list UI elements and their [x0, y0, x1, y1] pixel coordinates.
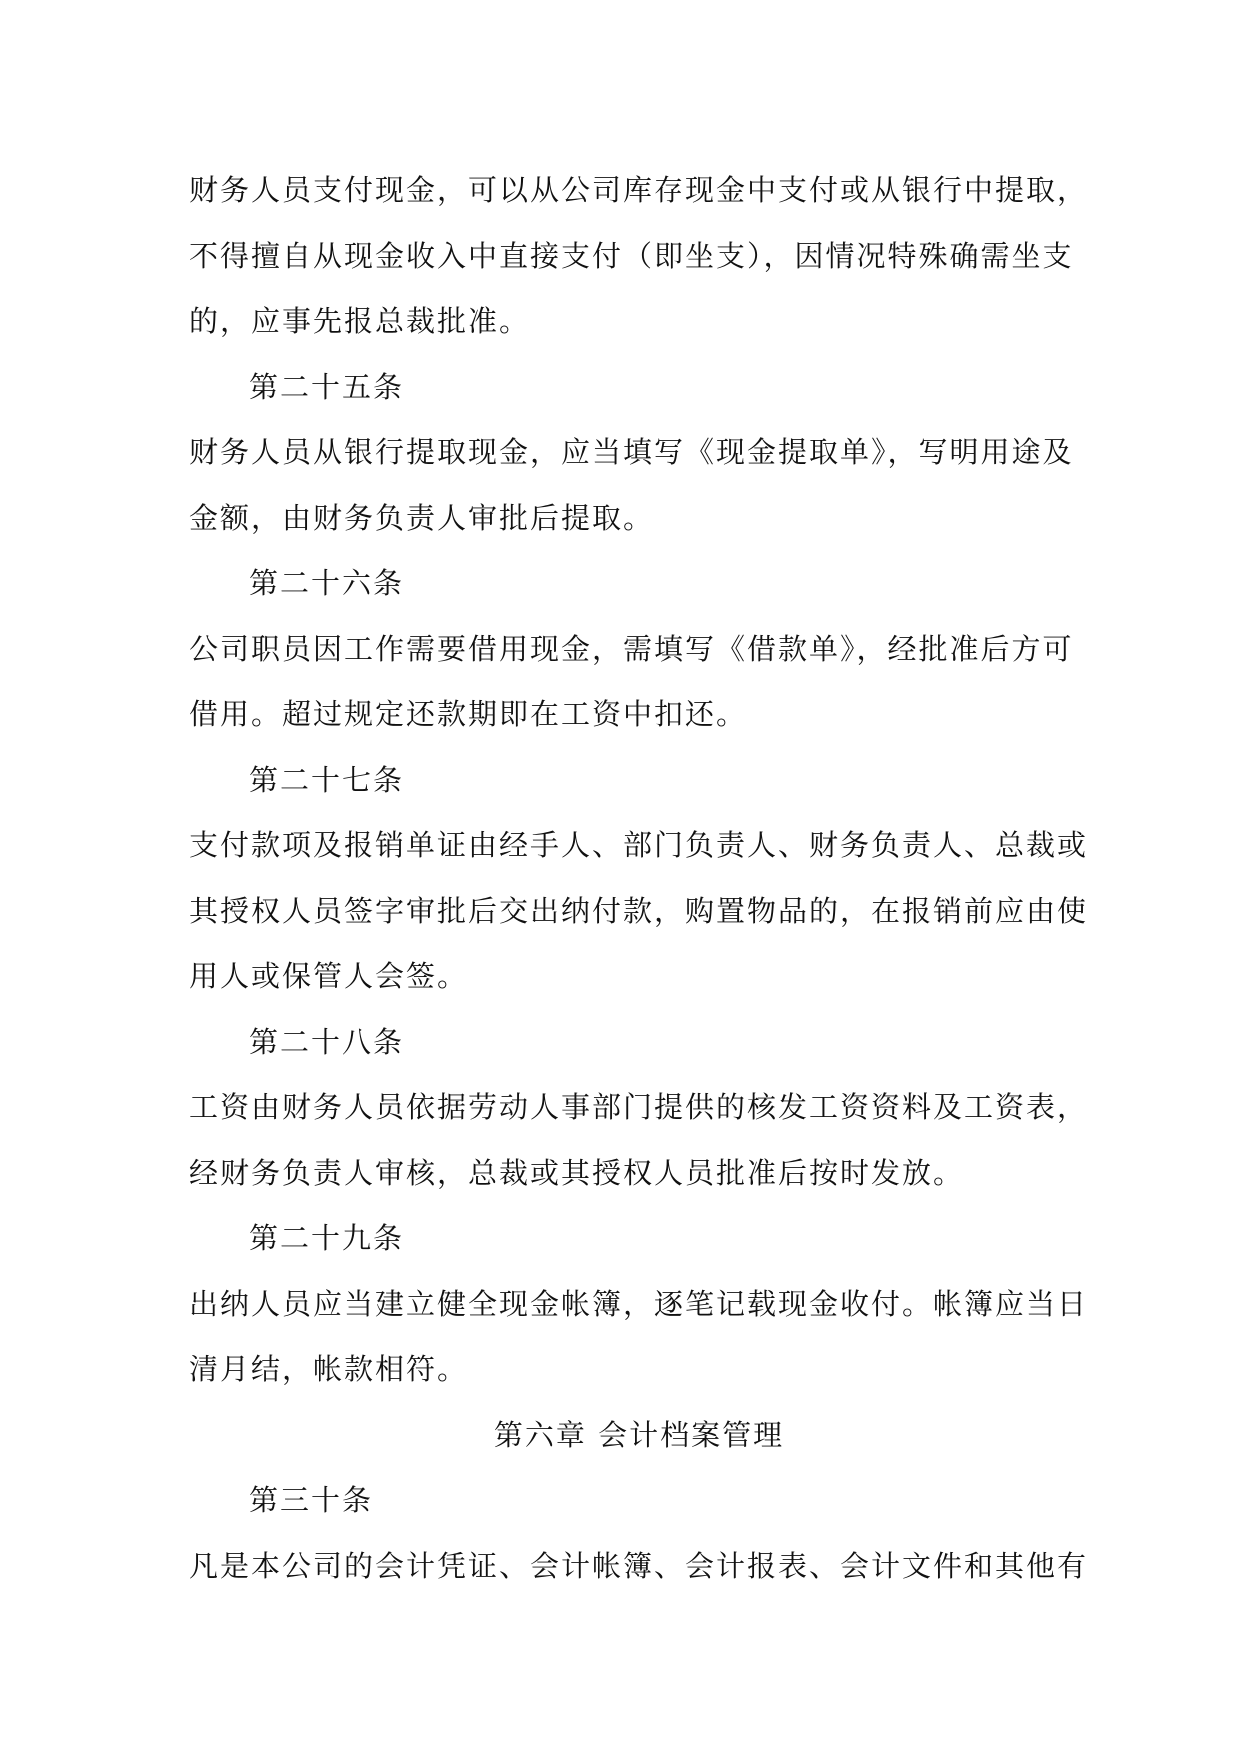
paragraph-line: 经财务负责人审核，总裁或其授权人员批准后按时发放。	[189, 1155, 965, 1190]
article-heading-30: 第三十条	[249, 1483, 374, 1517]
paragraph-line: 的，应事先报总裁批准。	[189, 304, 531, 338]
article-heading-25: 第二十五条	[249, 369, 405, 404]
article-heading-29: 第二十九条	[249, 1221, 405, 1255]
article-heading-27: 第二十七条	[249, 762, 405, 797]
document-body	[189, 158, 1089, 1599]
paragraph-line: 其授权人员签字审批后交出纳付款，购置物品的，在报销前应由使	[189, 893, 1089, 928]
paragraph-line: 不得擅自从现金收入中直接支付（即坐支），因情况特殊确需坐支	[189, 238, 1074, 273]
paragraph-line: 公司职员因工作需要借用现金，需填写《借款单》，经批准后方可	[189, 631, 1074, 666]
paragraph-line: 凡是本公司的会计凭证、会计帐簿、会计报表、会计文件和其他有	[189, 1548, 1089, 1583]
paragraph-line: 出纳人员应当建立健全现金帐簿，逐笔记载现金收付。帐簿应当日	[189, 1286, 1089, 1321]
chapter-heading: 第六章 会计档案管理	[493, 1417, 785, 1452]
article-heading-26: 第二十六条	[249, 566, 405, 600]
paragraph-line: 财务人员支付现金，可以从公司库存现金中支付或从银行中提取，	[189, 173, 1089, 207]
paragraph-line: 借用。超过规定还款期即在工资中扣还。	[189, 697, 748, 731]
paragraph-line: 用人或保管人会签。	[189, 959, 469, 993]
paragraph-line: 支付款项及报销单证由经手人、部门负责人、财务负责人、总裁或	[189, 828, 1089, 862]
paragraph-line: 财务人员从银行提取现金，应当填写《现金提取单》，写明用途及	[189, 435, 1074, 469]
paragraph-line: 工资由财务人员依据劳动人事部门提供的核发工资资料及工资表，	[189, 1090, 1089, 1124]
paragraph-line: 金额，由财务负责人审批后提取。	[189, 500, 655, 535]
paragraph-line: 清月结，帐款相符。	[189, 1352, 469, 1386]
article-heading-28: 第二十八条	[249, 1024, 405, 1059]
